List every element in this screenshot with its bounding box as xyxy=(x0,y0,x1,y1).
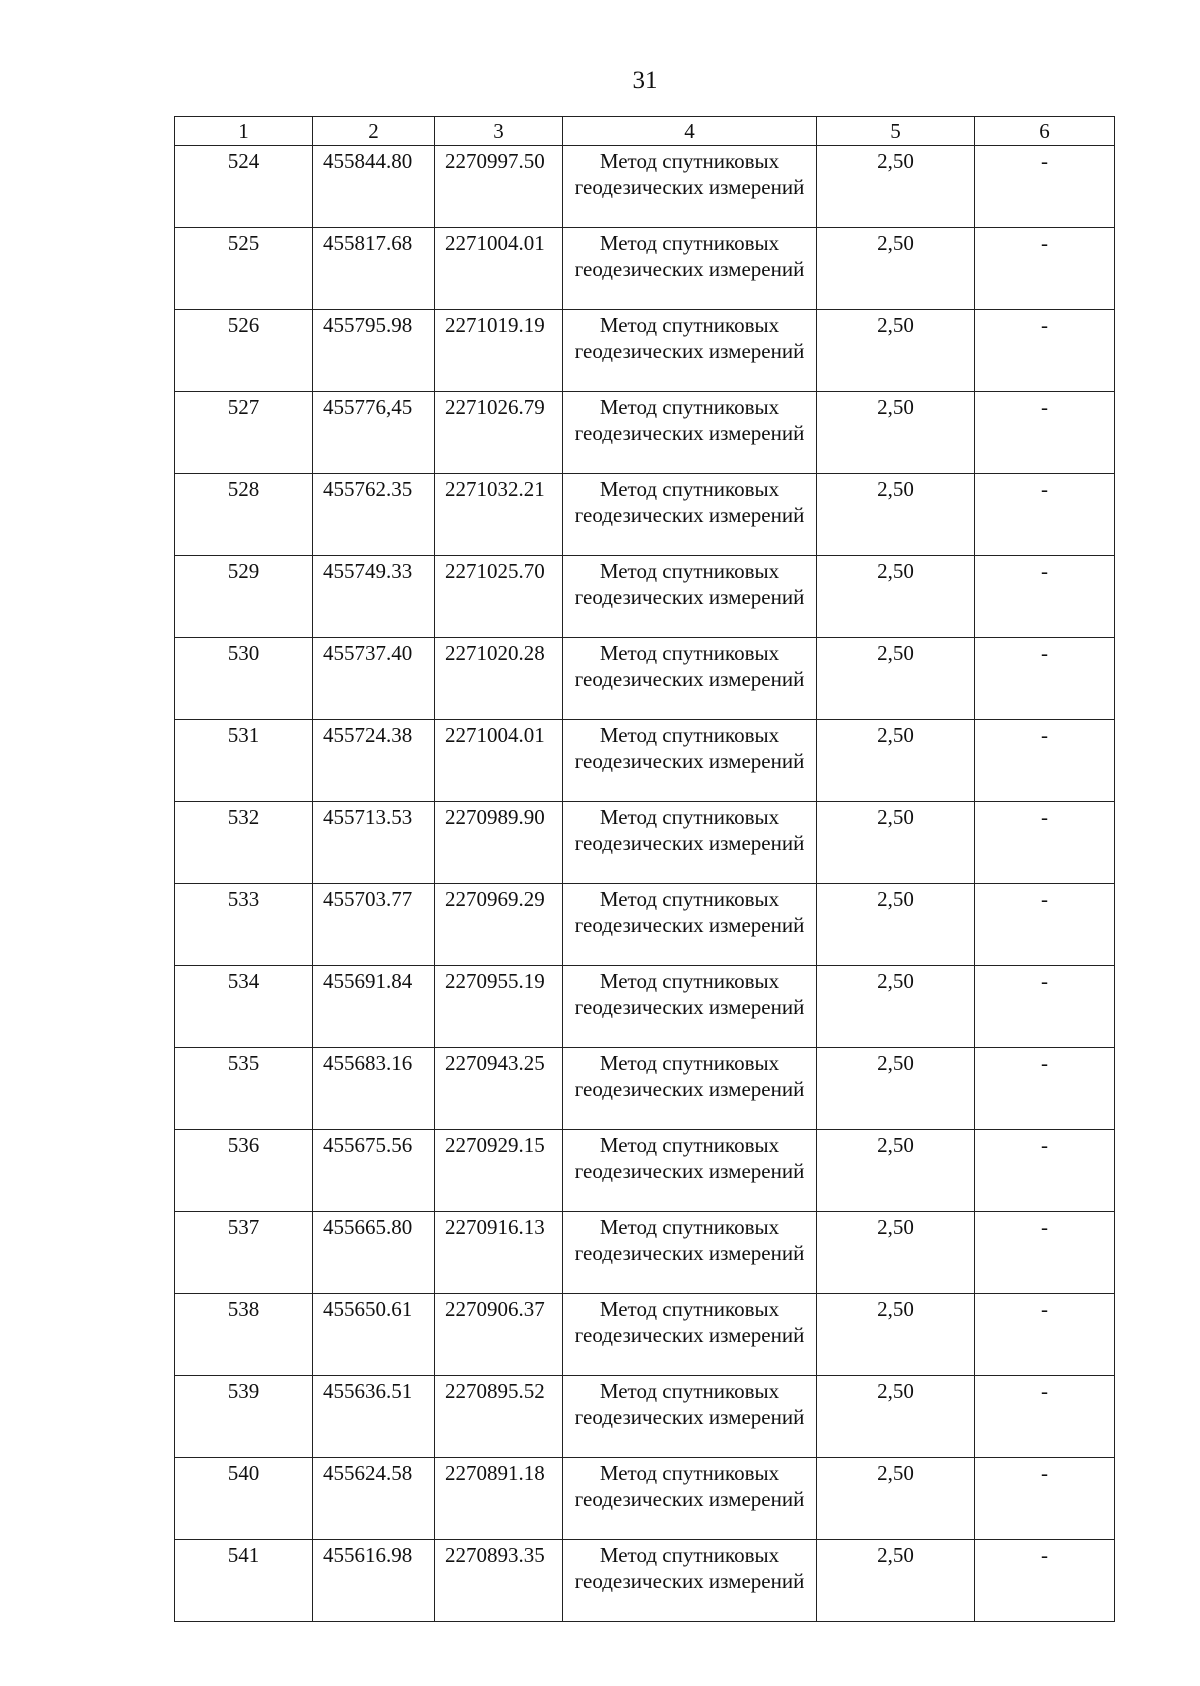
accuracy-cell: 2,50 xyxy=(817,1294,975,1376)
point-number-cell: 538 xyxy=(175,1294,313,1376)
y-coordinate-cell: 2271019.19 xyxy=(435,310,563,392)
accuracy-cell: 2,50 xyxy=(817,1048,975,1130)
table-row xyxy=(175,146,1115,228)
page-number: 31 xyxy=(632,67,658,94)
table-row xyxy=(175,720,1115,802)
table-row xyxy=(175,556,1115,638)
y-coordinate-cell: 2271025.70 xyxy=(435,556,563,638)
method-cell: Метод спутниковых геодезических измерений xyxy=(563,1212,817,1294)
accuracy-cell: 2,50 xyxy=(817,556,975,638)
method-cell: Метод спутниковых геодезических измерений xyxy=(563,392,817,474)
y-coordinate-cell: 2271032.21 xyxy=(435,474,563,556)
table-row xyxy=(175,1048,1115,1130)
header-row xyxy=(175,117,1115,146)
x-coordinate-cell: 455703.77 xyxy=(313,884,435,966)
point-number-cell: 541 xyxy=(175,1540,313,1622)
table-row xyxy=(175,884,1115,966)
method-cell: Метод спутниковых геодезических измерений xyxy=(563,228,817,310)
table-row xyxy=(175,966,1115,1048)
y-coordinate-cell: 2270969.29 xyxy=(435,884,563,966)
note-cell: - xyxy=(975,1048,1115,1130)
x-coordinate-cell: 455616.98 xyxy=(313,1540,435,1622)
point-number-cell: 536 xyxy=(175,1130,313,1212)
x-coordinate-cell: 455737.40 xyxy=(313,638,435,720)
note-cell: - xyxy=(975,1130,1115,1212)
note-cell: - xyxy=(975,1458,1115,1540)
point-number-cell: 537 xyxy=(175,1212,313,1294)
method-cell: Метод спутниковых геодезических измерений xyxy=(563,966,817,1048)
x-coordinate-cell: 455624.58 xyxy=(313,1458,435,1540)
point-number-cell: 526 xyxy=(175,310,313,392)
point-number-cell: 534 xyxy=(175,966,313,1048)
y-coordinate-cell: 2270906.37 xyxy=(435,1294,563,1376)
x-coordinate-cell: 455675.56 xyxy=(313,1130,435,1212)
accuracy-cell: 2,50 xyxy=(817,310,975,392)
method-cell: Метод спутниковых геодезических измерений xyxy=(563,1458,817,1540)
accuracy-cell: 2,50 xyxy=(817,228,975,310)
accuracy-cell: 2,50 xyxy=(817,146,975,228)
header-cell-4: 4 xyxy=(563,117,817,146)
table-row xyxy=(175,638,1115,720)
x-coordinate-cell: 455683.16 xyxy=(313,1048,435,1130)
method-cell: Метод спутниковых геодезических измерений xyxy=(563,802,817,884)
header-cell-5: 5 xyxy=(817,117,975,146)
point-number-cell: 528 xyxy=(175,474,313,556)
x-coordinate-cell: 455795.98 xyxy=(313,310,435,392)
x-coordinate-cell: 455749.33 xyxy=(313,556,435,638)
method-cell: Метод спутниковых геодезических измерений xyxy=(563,474,817,556)
note-cell: - xyxy=(975,392,1115,474)
note-cell: - xyxy=(975,966,1115,1048)
accuracy-cell: 2,50 xyxy=(817,966,975,1048)
note-cell: - xyxy=(975,146,1115,228)
y-coordinate-cell: 2270895.52 xyxy=(435,1376,563,1458)
x-coordinate-cell: 455724.38 xyxy=(313,720,435,802)
accuracy-cell: 2,50 xyxy=(817,1540,975,1622)
accuracy-cell: 2,50 xyxy=(817,1458,975,1540)
y-coordinate-cell: 2270955.19 xyxy=(435,966,563,1048)
accuracy-cell: 2,50 xyxy=(817,1212,975,1294)
note-cell: - xyxy=(975,1212,1115,1294)
y-coordinate-cell: 2271004.01 xyxy=(435,228,563,310)
accuracy-cell: 2,50 xyxy=(817,474,975,556)
note-cell: - xyxy=(975,802,1115,884)
header-cell-6: 6 xyxy=(975,117,1115,146)
accuracy-cell: 2,50 xyxy=(817,802,975,884)
coordinates-table xyxy=(174,116,1115,1622)
point-number-cell: 535 xyxy=(175,1048,313,1130)
y-coordinate-cell: 2270893.35 xyxy=(435,1540,563,1622)
x-coordinate-cell: 455636.51 xyxy=(313,1376,435,1458)
method-cell: Метод спутниковых геодезических измерений xyxy=(563,1048,817,1130)
y-coordinate-cell: 2270929.15 xyxy=(435,1130,563,1212)
method-cell: Метод спутниковых геодезических измерений xyxy=(563,146,817,228)
table-row xyxy=(175,802,1115,884)
note-cell: - xyxy=(975,310,1115,392)
table-row xyxy=(175,1376,1115,1458)
x-coordinate-cell: 455844.80 xyxy=(313,146,435,228)
header-cell-2: 2 xyxy=(313,117,435,146)
y-coordinate-cell: 2271020.28 xyxy=(435,638,563,720)
table-row xyxy=(175,228,1115,310)
note-cell: - xyxy=(975,1540,1115,1622)
note-cell: - xyxy=(975,228,1115,310)
x-coordinate-cell: 455650.61 xyxy=(313,1294,435,1376)
table-row xyxy=(175,310,1115,392)
point-number-cell: 527 xyxy=(175,392,313,474)
note-cell: - xyxy=(975,474,1115,556)
table-row xyxy=(175,1294,1115,1376)
x-coordinate-cell: 455665.80 xyxy=(313,1212,435,1294)
method-cell: Метод спутниковых геодезических измерений xyxy=(563,720,817,802)
point-number-cell: 524 xyxy=(175,146,313,228)
method-cell: Метод спутниковых геодезических измерений xyxy=(563,1130,817,1212)
table-row xyxy=(175,1212,1115,1294)
table-row xyxy=(175,1540,1115,1622)
x-coordinate-cell: 455691.84 xyxy=(313,966,435,1048)
point-number-cell: 540 xyxy=(175,1458,313,1540)
point-number-cell: 539 xyxy=(175,1376,313,1458)
header-cell-3: 3 xyxy=(435,117,563,146)
accuracy-cell: 2,50 xyxy=(817,720,975,802)
table-header xyxy=(175,117,1115,146)
table-body xyxy=(175,146,1115,1622)
point-number-cell: 533 xyxy=(175,884,313,966)
header-cell-1: 1 xyxy=(175,117,313,146)
table-row xyxy=(175,474,1115,556)
method-cell: Метод спутниковых геодезических измерений xyxy=(563,556,817,638)
y-coordinate-cell: 2270916.13 xyxy=(435,1212,563,1294)
accuracy-cell: 2,50 xyxy=(817,1376,975,1458)
accuracy-cell: 2,50 xyxy=(817,638,975,720)
method-cell: Метод спутниковых геодезических измерений xyxy=(563,638,817,720)
x-coordinate-cell: 455817.68 xyxy=(313,228,435,310)
y-coordinate-cell: 2271026.79 xyxy=(435,392,563,474)
point-number-cell: 532 xyxy=(175,802,313,884)
method-cell: Метод спутниковых геодезических измерений xyxy=(563,1294,817,1376)
note-cell: - xyxy=(975,1376,1115,1458)
table-row xyxy=(175,1458,1115,1540)
note-cell: - xyxy=(975,556,1115,638)
table-row xyxy=(175,392,1115,474)
point-number-cell: 529 xyxy=(175,556,313,638)
x-coordinate-cell: 455762.35 xyxy=(313,474,435,556)
note-cell: - xyxy=(975,638,1115,720)
x-coordinate-cell: 455713.53 xyxy=(313,802,435,884)
y-coordinate-cell: 2271004.01 xyxy=(435,720,563,802)
accuracy-cell: 2,50 xyxy=(817,1130,975,1212)
point-number-cell: 530 xyxy=(175,638,313,720)
y-coordinate-cell: 2270997.50 xyxy=(435,146,563,228)
method-cell: Метод спутниковых геодезических измерений xyxy=(563,1540,817,1622)
point-number-cell: 525 xyxy=(175,228,313,310)
x-coordinate-cell: 455776,45 xyxy=(313,392,435,474)
method-cell: Метод спутниковых геодезических измерений xyxy=(563,884,817,966)
accuracy-cell: 2,50 xyxy=(817,884,975,966)
accuracy-cell: 2,50 xyxy=(817,392,975,474)
method-cell: Метод спутниковых геодезических измерений xyxy=(563,1376,817,1458)
table-row xyxy=(175,1130,1115,1212)
y-coordinate-cell: 2270989.90 xyxy=(435,802,563,884)
note-cell: - xyxy=(975,884,1115,966)
note-cell: - xyxy=(975,720,1115,802)
note-cell: - xyxy=(975,1294,1115,1376)
point-number-cell: 531 xyxy=(175,720,313,802)
y-coordinate-cell: 2270891.18 xyxy=(435,1458,563,1540)
method-cell: Метод спутниковых геодезических измерений xyxy=(563,310,817,392)
y-coordinate-cell: 2270943.25 xyxy=(435,1048,563,1130)
